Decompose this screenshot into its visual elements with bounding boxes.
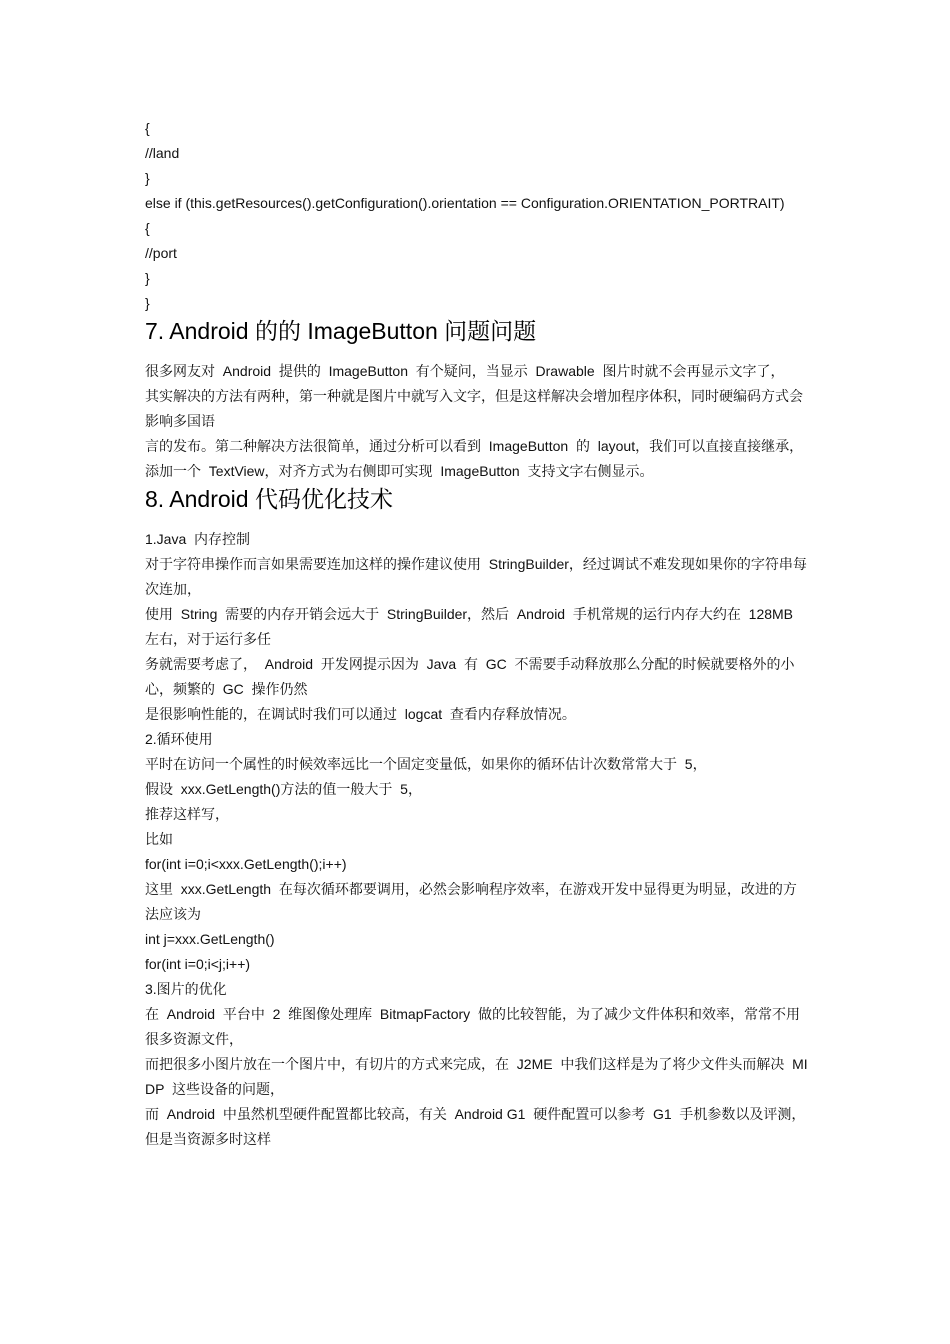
code-line: //land — [145, 145, 180, 161]
code-line: for(int i=0;i<xxx.GetLength();i++) — [145, 856, 347, 872]
paragraph: 假设 xxx.GetLength()方法的值一般大于 5， — [145, 781, 422, 797]
code-line: } — [145, 170, 150, 186]
paragraph: 在 Android 平台中 2 维图像处理库 BitmapFactory 做的比较智能，为了减少文件体积和效率，常常不用很多资源文件， — [145, 1006, 800, 1047]
paragraph: 言的发布。第二种解决方法很简单，通过分析可以看到 ImageButton 的 layout，我们可以直接直接继承， — [145, 438, 804, 454]
paragraph: 务就需要考虑了， Android 开发网提示因为 Java 有 GC 不需要手动释放那么分配的时候就要格外的小心，频繁的 GC 操作仍然 — [145, 656, 795, 697]
code-line: } — [145, 270, 150, 286]
paragraph: 而把很多小图片放在一个图片中，有切片的方式来完成，在 J2ME 中我们这样是为了将少文件头而解决 MIDP 这些设备的问题， — [145, 1056, 808, 1097]
paragraph: 对于字符串操作而言如果需要连加这样的操作建议使用 StringBuilder，经过调试不难发现如果你的字符串每次连加， — [145, 556, 807, 597]
code-line: { — [145, 220, 150, 236]
paragraph: 添加一个 TextView，对齐方式为右侧即可实现 ImageButton 支持文字右侧显示。 — [145, 463, 654, 479]
paragraph: 3.图片的优化 — [145, 981, 227, 997]
section-7-body — [145, 359, 810, 484]
code-line: { — [145, 120, 150, 136]
paragraph: 是很影响性能的，在调试时我们可以通过 logcat 查看内存释放情况。 — [145, 706, 576, 722]
section-7-heading: 7. Android 的的 ImageButton 问题问题 — [145, 318, 537, 344]
paragraph: 平时在访问一个属性的时候效率远比一个固定变量低，如果你的循环估计次数常常大于 5， — [145, 756, 707, 772]
paragraph: 其实解决的方法有两种，第一种就是图片中就写入文字，但是这样解决会增加程序体积，同时硬编码方式会影响多国语 — [145, 388, 803, 429]
document-page — [145, 116, 810, 1152]
code-line: } — [145, 295, 150, 311]
code-line: //port — [145, 245, 177, 261]
section-8-heading: 8. Android 代码优化技术 — [145, 486, 393, 512]
paragraph: 2.循环使用 — [145, 731, 213, 747]
code-line: for(int i=0;i<j;i++) — [145, 956, 251, 972]
section-8-body — [145, 527, 810, 1152]
paragraph: 使用 String 需要的内存开销会远大于 StringBuilder，然后 Android 手机常规的运行内存大约在 128MB 左右，对于运行多任 — [145, 606, 801, 647]
paragraph: 比如 — [145, 831, 173, 847]
paragraph: 而 Android 中虽然机型硬件配置都比较高，有关 Android G1 硬件配置可以参考 G1 手机参数以及评测，但是当资源多时这样 — [145, 1106, 806, 1147]
paragraph: 这里 xxx.GetLength 在每次循环都要调用，必然会影响程序效率，在游戏开发中显得更为明显，改进的方法应该为 — [145, 881, 797, 922]
paragraph: 推荐这样写， — [145, 806, 229, 822]
code-line: int j=xxx.GetLength() — [145, 931, 275, 947]
code-line: else if (this.getResources().getConfiguration().orientation == Configuration.ORIENTATION_PORTRAIT) — [145, 195, 785, 211]
paragraph: 1.Java 内存控制 — [145, 531, 251, 547]
code-block — [145, 116, 810, 316]
paragraph: 很多网友对 Android 提供的 ImageButton 有个疑问，当显示 Drawable 图片时就不会再显示文字了， — [145, 363, 785, 379]
